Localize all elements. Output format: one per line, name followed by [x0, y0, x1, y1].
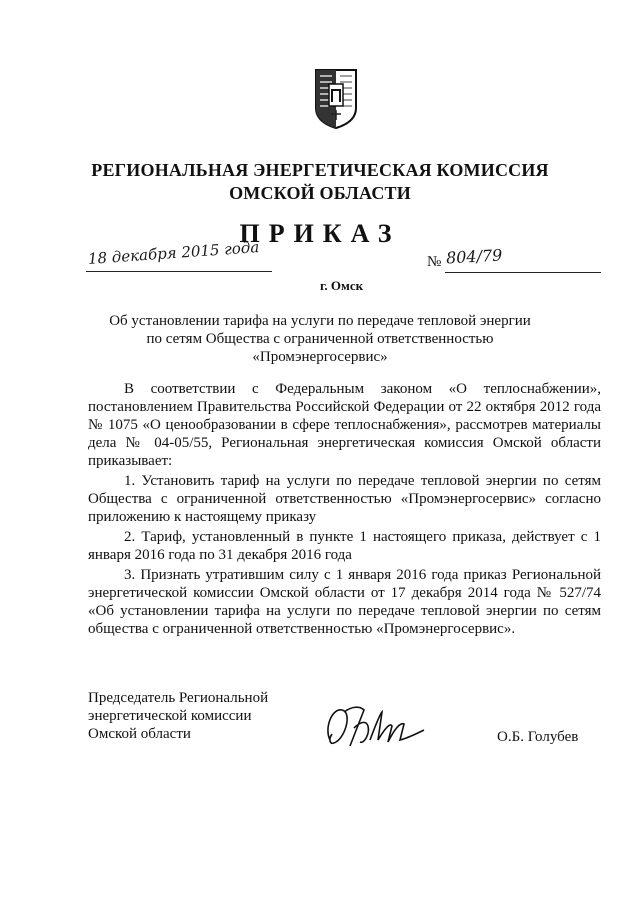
- signatory-title: [88, 689, 268, 743]
- handwritten-date: 18 декабря 2015 года: [87, 238, 260, 268]
- order-body: [88, 380, 601, 638]
- signatory-name: О.Б. Голубев: [497, 729, 579, 745]
- subject-line: по сетям Общества с ограниченной ответственностью: [146, 331, 494, 347]
- org-name-line1: РЕГИОНАЛЬНАЯ ЭНЕРГЕТИЧЕСКАЯ КОМИССИЯ: [91, 160, 549, 180]
- org-name-line2: ОМСКОЙ ОБЛАСТИ: [229, 183, 411, 203]
- date-underline: [86, 271, 272, 272]
- coat-of-arms-emblem: [314, 68, 358, 130]
- subject-line: Об установлении тарифа на услуги по передаче тепловой энергии: [109, 313, 531, 329]
- signatory-title-line: энергетической комиссии: [88, 708, 252, 724]
- city-label: г. Омск: [320, 278, 364, 293]
- order-item-1: 1. Установить тариф на услуги по передаче тепловой энергии по сетям Общества с ограниченной ответственностью «Промэнергосервис» согласно приложению к настоящему приказу: [88, 473, 601, 525]
- preamble-paragraph: В соответствии с Федеральным законом «О теплоснабжении», постановлением Правительства Российской Федерации от 22 октября 2012 года № 1075 «О ценообразовании в сфере теплоснабжения», рассмотрев материалы дела № 04-05/55, Региональная энергетическая комиссия Омской области приказывает:: [88, 381, 601, 469]
- handwritten-number: 804/79: [445, 245, 503, 268]
- signatory-title-line: Председатель Региональной: [88, 690, 269, 706]
- handwritten-signature: [320, 700, 430, 752]
- document-type-title: ПРИКАЗ: [239, 219, 401, 248]
- number-label: №: [427, 254, 442, 270]
- signatory-title-line: Омской области: [88, 726, 191, 742]
- number-underline: [445, 272, 601, 273]
- order-item-3: 3. Признать утратившим силу с 1 января 2016 года приказ Региональной энергетической комиссии Омской области от 17 декабря 2014 года № 527/74 «Об установлении тарифа на услуги по передаче тепловой энергии по сетям общества с ограниченной ответственностью «Промэнергосервис».: [88, 567, 601, 637]
- order-subject: [0, 312, 640, 366]
- order-item-2: 2. Тариф, установленный в пункте 1 настоящего приказа, действует с 1 января 2016 года по 31 декабря 2016 года: [88, 529, 601, 563]
- subject-line: «Промэнергосервис»: [252, 349, 388, 365]
